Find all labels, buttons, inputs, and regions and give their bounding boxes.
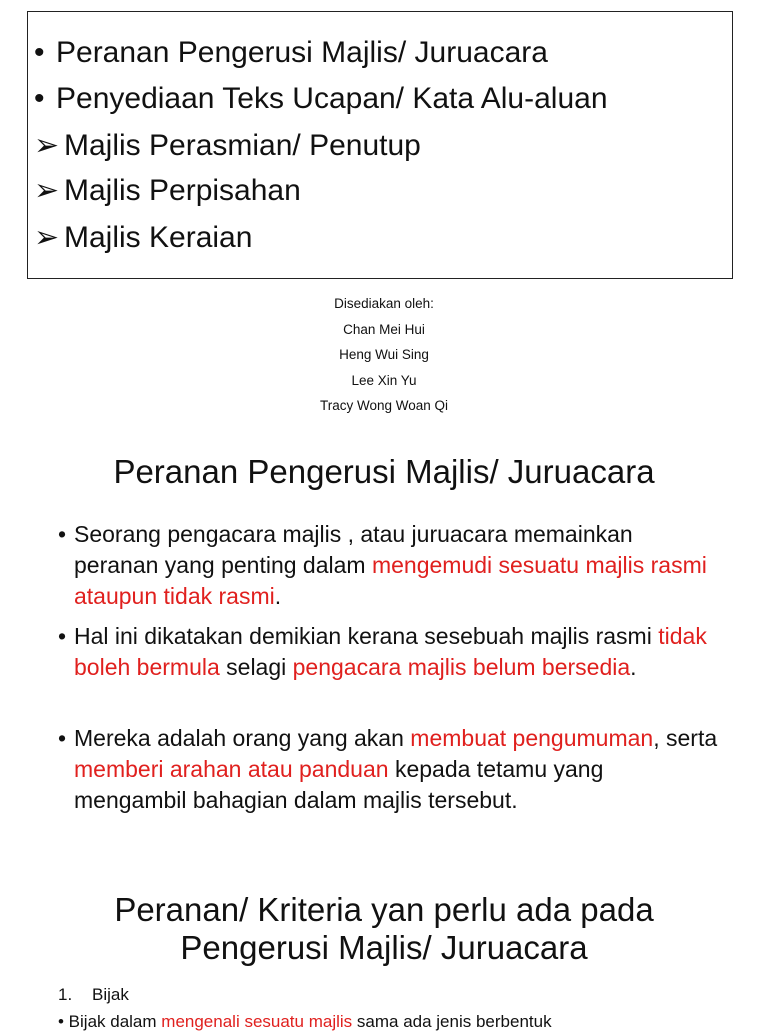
arrow-bullet-icon: ➢ [34,174,60,207]
section-title-line: Pengerusi Majlis/ Juruacara [180,929,588,966]
credit-name: Chan Mei Hui [343,321,425,337]
toc-item: • Peranan Pengerusi Majlis/ Juruacara [34,36,548,69]
arrow-bullet-icon: ➢ [34,129,60,162]
paragraph: • Hal ini dikatakan demikian kerana sesebuah majlis rasmi tidak boleh bermula selagi pengacara majlis belum bersedia. [58,623,707,680]
credit-name: Lee Xin Yu [351,372,417,388]
highlight: mengenali sesuatu majlis [161,1012,353,1031]
highlight: pengacara majlis belum bersedia [292,654,631,680]
toc-item: ➢ Majlis Keraian [34,221,253,254]
credit-name: Tracy Wong Woan Qi [319,398,449,413]
credits [0,291,768,419]
toc-item: ➢ Majlis Perasmian/ Penutup [34,129,421,162]
toc-item: • Penyediaan Teks Ucapan/ Kata Alu-aluan [34,82,608,115]
bullet-icon: • [34,82,45,115]
bullet-icon: • [34,36,45,69]
bullet-icon: • [58,521,67,547]
credits-heading: Disediakan oleh: [334,296,434,311]
credit-name: Heng Wui Sing [339,347,429,362]
numbered-item [58,983,129,1007]
contents-box [27,11,733,279]
arrow-bullet-icon: ➢ [34,221,60,254]
highlight: tidak boleh bermula [74,623,707,680]
highlight: membuat pengumuman [410,725,654,751]
paragraph: • Seorang pengacara majlis , atau juruacara memainkan peranan yang penting dalam mengemudi sesuatu majlis rasmi ataupun tidak rasmi. [58,521,707,609]
section-title: Peranan Pengerusi Majlis/ Juruacara [113,453,655,490]
item-label: Bijak [92,985,129,1004]
toc-item: ➢ Majlis Perpisahan [34,174,301,207]
item-number: 1. [58,985,73,1004]
highlight: memberi arahan atau panduan [74,756,389,782]
bullet-icon: • [58,623,67,649]
highlight: mengemudi sesuatu majlis rasmi ataupun tidak rasmi [74,552,707,609]
section-title-line: Peranan/ Kriteria yan perlu ada pada [114,891,654,928]
partial-bullet-line: • Bijak dalam mengenali sesuatu majlis sama ada jenis berbentuk [58,1012,552,1031]
bullet-icon: • [58,725,67,751]
paragraph: • Mereka adalah orang yang akan membuat pengumuman, serta memberi arahan atau panduan kepada tetamu yang mengambil bahagian dalam majlis tersebut. [58,725,718,813]
